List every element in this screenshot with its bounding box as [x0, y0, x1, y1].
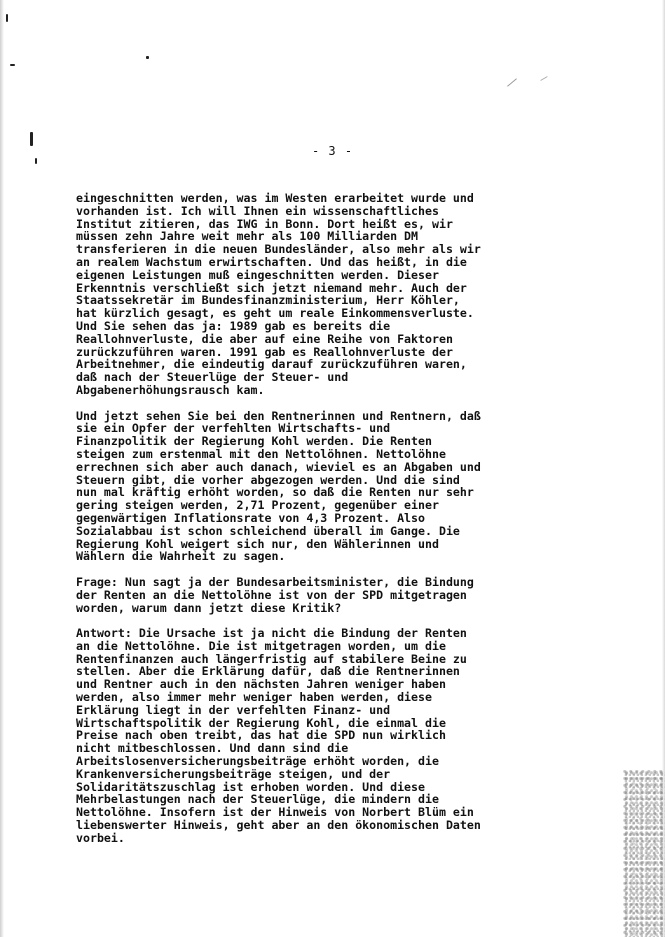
text-line: Mehrbelastungen nach der Steuerlüge, die mindern die — [76, 792, 439, 807]
text-line: Arbeitnehmer, die eindeutig darauf zurückzuführen waren, — [76, 357, 467, 372]
answer-label: Antwort: — [76, 626, 132, 641]
text-line: gering steigen werden, 2,71 Prozent, gegenüber einer — [76, 498, 439, 513]
text-line: Und Sie sehen das ja: 1989 gab es bereits die — [76, 318, 391, 333]
text-line: der Renten an die Nettolöhne ist von der SPD mitgetragen — [76, 587, 467, 602]
text-line: an die Nettolöhne. Die ist mitgetragen worden, um die — [76, 638, 446, 653]
text-line: transferieren in die neuen Bundesländer, also mehr als wir — [76, 242, 481, 257]
text-line: Abgabenerhöhungsrausch kam. — [76, 382, 265, 397]
text-line: Preise nach oben treibt, das hat die SPD nun wirklich — [76, 728, 446, 743]
text-line: zurückzuführen waren. 1991 gab es Reallohnverluste der — [76, 344, 453, 359]
page-number: - 3 - — [311, 144, 354, 158]
text-line: eingeschnitten werden, was im Westen erarbeitet wurde und — [76, 191, 474, 205]
text-line: nicht mitbeschlossen. Und dann sind die — [76, 741, 349, 756]
text-line: Finanzpolitik der Regierung Kohl werden. Die Renten — [76, 434, 432, 449]
text-line: Steuern gibt, die vorher abgezogen werden. Und die sind — [76, 472, 460, 487]
text-line: liebenswerter Hinweis, geht aber an den ökonomischen Daten — [76, 818, 481, 833]
text-line: Erklärung liegt in der verfehlten Finanz- und — [76, 702, 391, 717]
scan-speck — [540, 76, 547, 81]
text-line: und Rentner auch in den nächsten Jahren weniger haben — [76, 677, 446, 692]
text-line: Krankenversicherungsbeiträge steigen, und der — [76, 766, 391, 781]
text-line: an realem Wachstum erwirtschaften. Und das heißt, in die — [76, 254, 467, 269]
text-line: stellen. Aber die Erklärung dafür, daß die Rentnerinnen — [76, 664, 460, 679]
text-line: sie ein Opfer der verfehlten Wirtschafts- und — [76, 421, 391, 436]
document-body — [76, 192, 496, 857]
text-line: Reallohnverluste, die aber auf eine Reihe von Faktoren — [76, 331, 453, 346]
paragraph — [76, 192, 496, 397]
text-line: Staatssekretär im Bundesfinanzministerium, Herr Köhler, — [76, 293, 460, 308]
text-line: Sozialabbau ist schon schleichend überall im Gange. Die — [76, 523, 460, 538]
scan-speck — [6, 14, 8, 22]
text-line: vorbei. — [76, 830, 125, 845]
text-line: nun mal kräftig erhöht worden, so daß die Renten nur sehr — [76, 485, 474, 500]
text-line: Und jetzt sehen Sie bei den Rentnerinnen und Rentnern, daß — [76, 408, 481, 423]
text-line: müssen zehn Jahre weit mehr als 100 Milliarden DM — [76, 229, 419, 244]
text-line: Die Ursache ist ja nicht die Bindung der Renten — [131, 626, 467, 641]
scan-speck — [10, 64, 15, 66]
text-line: werden, also immer mehr weniger haben werden, diese — [76, 690, 432, 705]
scan-edge-left — [0, 0, 4, 937]
scan-noise — [623, 770, 665, 937]
scan-speck — [507, 78, 517, 86]
text-line: errechnen sich aber auch danach, wieviel es an Abgaben und — [76, 459, 481, 474]
text-line: Wirtschaftspolitik der Regierung Kohl, die einmal die — [76, 715, 446, 730]
text-line: gegenwärtigen Inflationsrate von 4,3 Prozent. Also — [76, 510, 426, 525]
text-line: Rentenfinanzen auch längerfristig auf stabilere Beine zu — [76, 651, 467, 666]
text-line: Regierung Kohl weigert sich nur, den Wählerinnen und — [76, 536, 439, 551]
question-label: Frage: — [76, 574, 118, 589]
text-line: Arbeitslosenversicherungsbeiträge erhöht worden, die — [76, 754, 439, 769]
text-line: Solidaritätszuschlag ist erhoben worden. Und diese — [76, 779, 426, 794]
paragraph — [76, 410, 496, 564]
text-line: daß nach der Steuerlüge der Steuer- und — [76, 370, 349, 385]
text-line: hat kürzlich gesagt, es geht um reale Einkommensverluste. — [76, 306, 474, 321]
text-line: eigenen Leistungen muß eingeschnitten werden. Dieser — [76, 267, 439, 282]
text-line: steigen zum erstenmal mit den Nettolöhnen. Nettolöhne — [76, 446, 446, 461]
text-line: Nun sagt ja der Bundesarbeitsminister, die Bindung — [117, 574, 474, 589]
text-line: vorhanden ist. Ich will Ihnen ein wissenschaftliches — [76, 203, 439, 218]
text-line: worden, warum dann jetzt diese Kritik? — [76, 600, 342, 615]
answer-paragraph — [76, 627, 496, 845]
scan-speck — [35, 158, 37, 164]
question-paragraph — [76, 576, 496, 614]
text-line: Institut zitieren, das IWG in Bonn. Dort heißt es, wir — [76, 216, 453, 231]
scan-speck — [146, 56, 149, 59]
text-line: Nettolöhne. Insofern ist der Hinweis von Norbert Blüm ein — [76, 805, 474, 820]
text-line: Erkenntnis verschließt sich jetzt niemand mehr. Auch der — [76, 280, 467, 295]
text-line: Wählern die Wahrheit zu sagen. — [76, 549, 286, 564]
